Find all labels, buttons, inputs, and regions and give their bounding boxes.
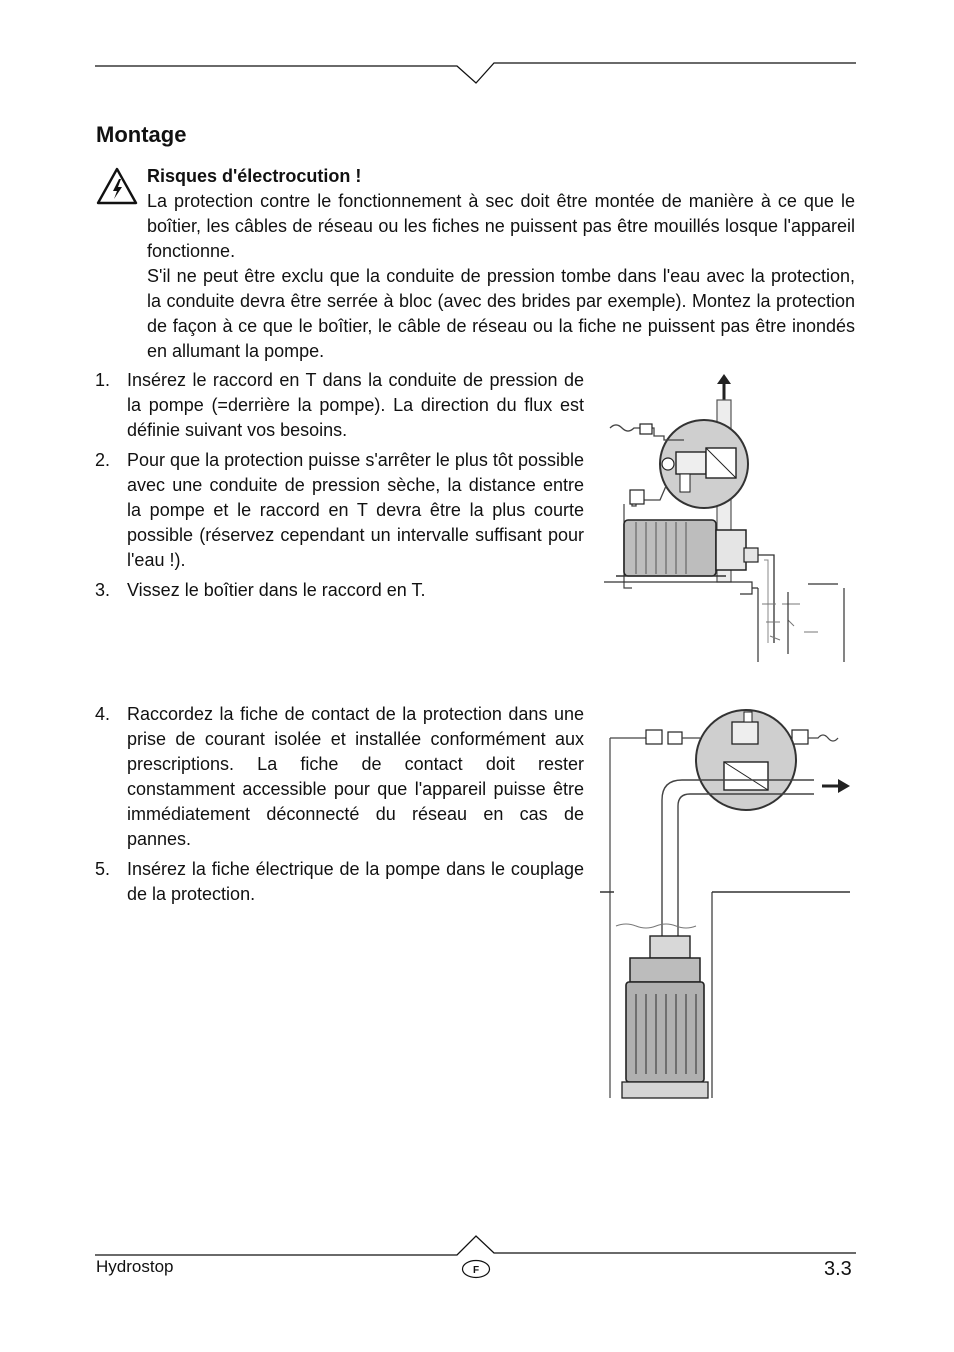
footer-rule: [95, 1232, 856, 1258]
section-title: Montage: [96, 122, 187, 147]
warning-paragraph-2: S'il ne peut être exclu que la conduite de pression tombe dans l'eau avec la protection, la conduite devra être serrée à bloc (avec des brides par exemple). Montez la protection de façon à ce que le boîtier, le câble de réseau ou la fiche ne puissent pas être inondés en allumant la pompe.: [147, 266, 855, 361]
warning-paragraph-1: La protection contre le fonctionnement à sec doit être montée de manière à ce que le boîtier, les câbles de réseau ou les fiches ne puissent pas être mouillés losque l'appareil fonctionne.: [147, 191, 855, 261]
step-number: 1.: [95, 370, 111, 390]
electrocution-warning: [147, 164, 855, 364]
step-text: Pour que la protection puisse s'arrêter le plus tôt possible avec une conduite de pression sèche, la distance entre la pompe et le raccord en T devra être la plus courte possible (réservez cependant un intervalle suffisant pour l'eau !).: [127, 450, 584, 570]
list-item: [95, 702, 584, 852]
step-text: Raccordez la fiche de contact de la protection dans une prise de courant isolée et installée conformément aux prescriptions. La fiche de contact doit rester constamment accessible pour que l'appareil puisse être immédiatement déconnecté du réseau en cas de pannes.: [127, 704, 584, 849]
step-text: Insérez le raccord en T dans la conduite de pression de la pompe (=derrière la pompe). La direction du flux est définie suivant vos besoins.: [127, 370, 584, 440]
step-text: Insérez la fiche électrique de la pompe dans le couplage de la protection.: [127, 859, 584, 904]
step-number: 5.: [95, 859, 111, 879]
mounting-steps-list-1: [95, 368, 584, 608]
submersible-pump-illustration: [596, 704, 854, 1102]
list-item: [95, 578, 584, 603]
header-rule: [95, 52, 856, 86]
mounting-steps-list-2: [95, 702, 584, 912]
list-item: [95, 448, 584, 573]
language-code: F: [472, 1265, 480, 1276]
step-number: 3.: [95, 580, 111, 600]
surface-pump-illustration: [604, 370, 852, 664]
list-item: [95, 857, 584, 907]
electric-hazard-icon: [95, 166, 139, 206]
footer-product-name: Hydrostop: [96, 1257, 174, 1276]
page-number: 3.3: [824, 1258, 852, 1280]
step-number: 2.: [95, 450, 111, 470]
list-item: [95, 368, 584, 443]
warning-title: Risques d'électrocution !: [147, 166, 362, 186]
step-number: 4.: [95, 704, 111, 724]
step-text: Vissez le boîtier dans le raccord en T.: [127, 580, 426, 600]
language-badge: [461, 1259, 491, 1279]
